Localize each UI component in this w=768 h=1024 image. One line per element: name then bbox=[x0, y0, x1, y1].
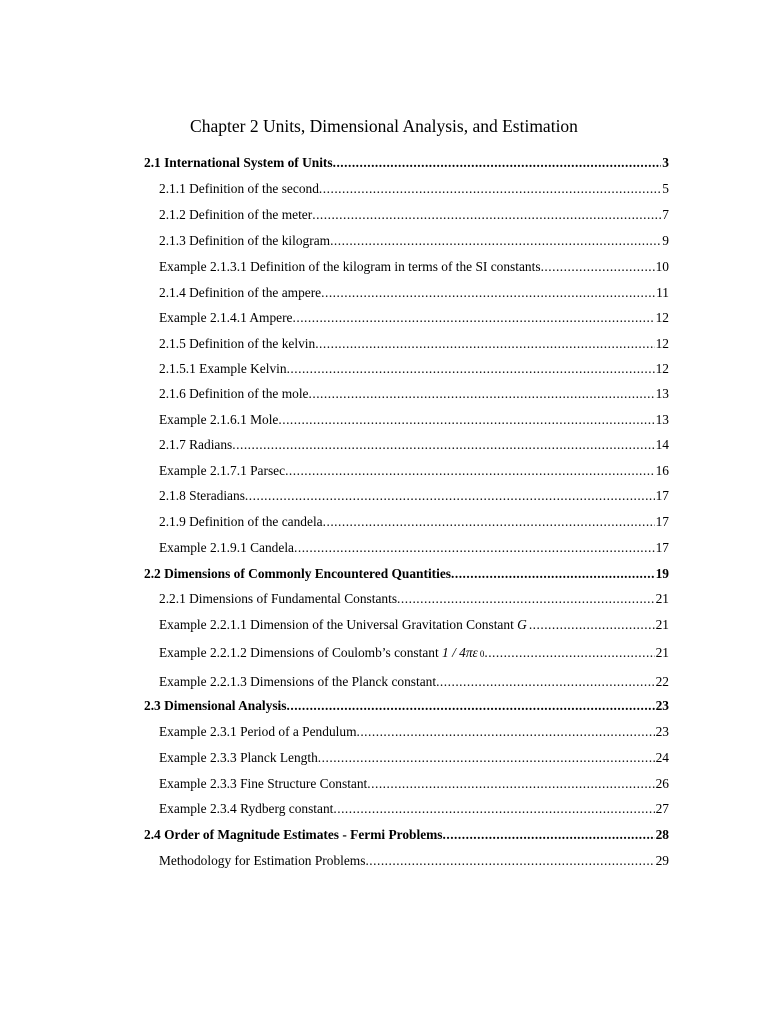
toc-page-number: 21 bbox=[655, 617, 669, 632]
toc-leader-dots bbox=[541, 258, 655, 276]
toc-entry-label: Example 2.1.6.1 Mole bbox=[159, 412, 279, 427]
toc-page-number: 7 bbox=[662, 207, 669, 222]
toc-entry[interactable] bbox=[159, 590, 669, 608]
toc-page-number: 23 bbox=[655, 724, 669, 739]
toc-page-number: 17 bbox=[655, 488, 669, 503]
toc-page-number: 23 bbox=[655, 698, 669, 713]
toc-entry-label: Methodology for Estimation Problems bbox=[159, 853, 366, 868]
toc-entry-label: Example 2.2.1.2 Dimensions of Coulomb’s constant bbox=[159, 645, 443, 660]
toc-page-number: 21 bbox=[655, 645, 669, 660]
toc-page-number: 10 bbox=[655, 259, 669, 274]
toc-page-number: 12 bbox=[655, 361, 669, 376]
toc-entry-label: 2.2 Dimensions of Commonly Encountered Quantities bbox=[144, 566, 452, 581]
toc-leader-dots bbox=[318, 749, 655, 767]
toc-page-number: 28 bbox=[655, 827, 669, 842]
toc-entry-label: 2.4 Order of Magnitude Estimates - Fermi Problems bbox=[144, 827, 443, 842]
toc-page-number: 13 bbox=[655, 386, 669, 401]
toc-leader-dots bbox=[278, 411, 654, 429]
toc-leader-dots bbox=[287, 360, 655, 378]
toc-entry[interactable] bbox=[159, 616, 669, 634]
toc-entry[interactable] bbox=[159, 462, 669, 480]
toc-entry[interactable] bbox=[159, 411, 669, 429]
toc-page-number: 17 bbox=[655, 540, 669, 555]
toc-section-entry[interactable] bbox=[144, 697, 669, 715]
toc-entry-label: 2.1.7 Radians bbox=[159, 437, 233, 452]
toc-entry-label: Example 2.3.1 Period of a Pendulum bbox=[159, 724, 357, 739]
toc-entry-label: 2.1.9 Definition of the candela bbox=[159, 514, 323, 529]
toc-page-number: 29 bbox=[655, 853, 669, 868]
toc-page-number: 21 bbox=[655, 591, 669, 606]
toc-leader-dots bbox=[294, 539, 655, 557]
toc-page-number: 5 bbox=[662, 181, 669, 196]
toc-entry[interactable] bbox=[159, 539, 669, 557]
toc-entry[interactable] bbox=[159, 180, 669, 198]
toc-leader-dots bbox=[484, 644, 654, 662]
toc-entry-label: Example 2.3.3 Fine Structure Constant bbox=[159, 776, 368, 791]
toc-page-number: 12 bbox=[655, 310, 669, 325]
toc-leader-dots bbox=[451, 565, 655, 583]
toc-entry-label: Example 2.1.9.1 Candela bbox=[159, 540, 294, 555]
toc-entry-label: 2.1.3 Definition of the kilogram bbox=[159, 233, 331, 248]
toc-leader-dots bbox=[315, 335, 654, 353]
toc-leader-dots bbox=[285, 462, 655, 480]
toc-leader-dots bbox=[245, 487, 655, 505]
toc-leader-dots bbox=[232, 436, 654, 454]
toc-entry[interactable] bbox=[159, 673, 669, 691]
toc-leader-dots bbox=[529, 616, 655, 634]
toc-section-entry[interactable] bbox=[144, 154, 669, 172]
toc-entry-label: 2.2.1 Dimensions of Fundamental Constants bbox=[159, 591, 398, 606]
toc-leader-dots bbox=[367, 775, 654, 793]
toc-leader-dots bbox=[293, 309, 655, 327]
toc-leader-dots bbox=[321, 284, 655, 302]
toc-entry-label: 2.1.5 Definition of the kelvin bbox=[159, 336, 316, 351]
toc-entry[interactable] bbox=[159, 385, 669, 403]
toc-entry[interactable] bbox=[159, 436, 669, 454]
toc-leader-dots bbox=[333, 800, 654, 818]
toc-entry[interactable] bbox=[159, 487, 669, 505]
toc-leader-dots bbox=[436, 673, 655, 691]
toc-leader-dots bbox=[443, 826, 655, 844]
toc-entry[interactable] bbox=[159, 644, 669, 662]
toc-entry[interactable] bbox=[159, 513, 669, 531]
toc-leader-dots bbox=[365, 852, 654, 870]
toc-page-number: 27 bbox=[655, 801, 669, 816]
toc-section-entry[interactable] bbox=[144, 826, 669, 844]
toc-entry-label: 2.1.5.1 Example Kelvin bbox=[159, 361, 287, 376]
toc-page-number: 13 bbox=[655, 412, 669, 427]
toc-page-number: 16 bbox=[655, 463, 669, 478]
toc-page-number: 9 bbox=[662, 233, 669, 248]
toc-page-number: 3 bbox=[662, 155, 669, 170]
toc-leader-dots bbox=[356, 723, 654, 741]
toc-leader-dots bbox=[323, 513, 655, 531]
toc-entry-label: 2.1.4 Definition of the ampere bbox=[159, 285, 322, 300]
toc-entry-label: Example 2.1.3.1 Definition of the kilogram in terms of the SI constants bbox=[159, 259, 541, 274]
toc-entry[interactable] bbox=[159, 258, 669, 276]
toc-entry[interactable] bbox=[159, 852, 669, 870]
toc-entry-label: Example 2.1.7.1 Parsec bbox=[159, 463, 286, 478]
toc-page-number: 12 bbox=[655, 336, 669, 351]
toc-entry[interactable] bbox=[159, 723, 669, 741]
toc-entry-label: 2.1.1 Definition of the second bbox=[159, 181, 319, 196]
toc-page-number: 19 bbox=[655, 566, 669, 581]
toc-section-entry[interactable] bbox=[144, 565, 669, 583]
toc-entry[interactable] bbox=[159, 206, 669, 224]
toc-page-number: 24 bbox=[655, 750, 669, 765]
toc-entry-label: 2.1.8 Steradians bbox=[159, 488, 245, 503]
toc-page-number: 11 bbox=[656, 285, 669, 300]
toc-leader-dots bbox=[397, 590, 655, 608]
toc-page-number: 26 bbox=[655, 776, 669, 791]
toc-page-number: 17 bbox=[655, 514, 669, 529]
toc-leader-dots bbox=[319, 180, 661, 198]
toc-entry[interactable] bbox=[159, 335, 669, 353]
toc-entry-label: Example 2.1.4.1 Ampere bbox=[159, 310, 293, 325]
toc-page-number: 14 bbox=[655, 437, 669, 452]
toc-entry-label: 2.1 International System of Units bbox=[144, 155, 333, 170]
toc-entry-label: 2.1.2 Definition of the meter bbox=[159, 207, 313, 222]
toc-leader-dots bbox=[312, 206, 661, 224]
toc-entry[interactable] bbox=[159, 775, 669, 793]
toc-entry-label: 2.1.6 Definition of the mole bbox=[159, 386, 309, 401]
toc-leader-dots bbox=[287, 697, 655, 715]
toc-entry-label: Example 2.2.1.1 Dimension of the Universal Gravitation Constant bbox=[159, 617, 518, 632]
toc-entry-math: 1 / 4πε bbox=[442, 645, 478, 660]
toc-entry-math: G bbox=[517, 617, 527, 632]
toc-entry-label: Example 2.2.1.3 Dimensions of the Planck constant bbox=[159, 674, 437, 689]
toc-entry-label: Example 2.3.4 Rydberg constant bbox=[159, 801, 334, 816]
toc-entry-label: 2.3 Dimensional Analysis bbox=[144, 698, 287, 713]
toc-leader-dots bbox=[309, 385, 655, 403]
toc-entry[interactable] bbox=[159, 749, 669, 767]
chapter-title: Chapter 2 Units, Dimensional Analysis, and Estimation bbox=[190, 116, 578, 136]
toc-entry[interactable] bbox=[159, 800, 669, 818]
toc-entry[interactable] bbox=[159, 360, 669, 378]
toc-entry[interactable] bbox=[159, 284, 669, 302]
toc-entry-math-subscript: 0 bbox=[479, 649, 485, 659]
toc-entry[interactable] bbox=[159, 309, 669, 327]
toc-entry[interactable] bbox=[159, 232, 669, 250]
toc-leader-dots bbox=[330, 232, 661, 250]
toc-leader-dots bbox=[333, 154, 662, 172]
toc-page-number: 22 bbox=[655, 674, 669, 689]
toc-entry-label: Example 2.3.3 Planck Length bbox=[159, 750, 318, 765]
